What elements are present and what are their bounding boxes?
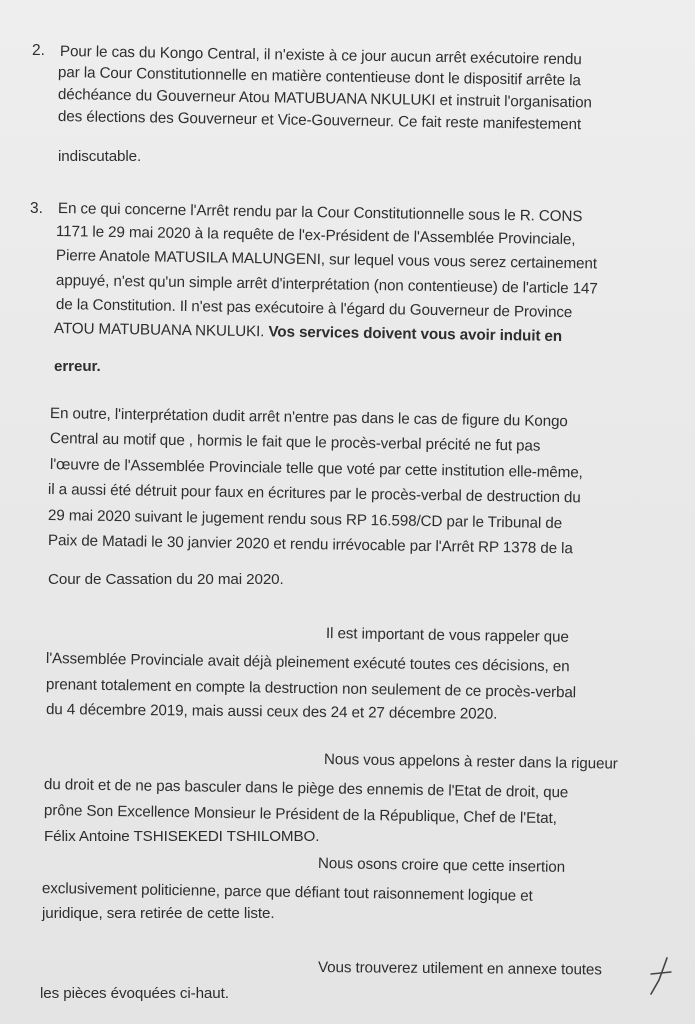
rigueur-line-4: Félix Antoine TSHISEKEDI TSHILOMBO. [44, 828, 320, 845]
item-3-line-4: appuyé, n'est qu'un simple arrêt d'interprétation (non contentieuse) de l'article 147 [55, 272, 598, 298]
outre-line-5: 29 mai 2020 suivant le jugement rendu sous RP 16.598/CD par le Tribunal de [47, 507, 563, 533]
outre-line-7: Cour de Cassation du 20 mai 2020. [48, 571, 284, 588]
outre-line-6: Paix de Matadi le 30 janvier 2020 et rendu irrévocable par l'Arrêt RP 1378 de la [47, 532, 573, 558]
item-2-line-2: par la Cour Constitutionnelle en matière contentieuse dont le dispositif arrête la [57, 64, 581, 90]
item-2-line-3: déchéance du Gouverneur Atou MATUBUANA NKULUKI et instruit l'organisation [57, 86, 592, 112]
handwritten-mark-icon [645, 954, 675, 1000]
item-3-line-2: 1171 le 29 mai 2020 à la requête de l'ex-Président de l'Assemblée Provinciale, [55, 223, 576, 249]
rigueur-line-3: prône Son Excellence Monsieur le Président de la République, Chef de l'Etat, [43, 802, 557, 828]
osons-line-2: exclusivement politicienne, parce que défiant tout raisonnement logique et [41, 880, 533, 905]
rigueur-line-2: du droit et de ne pas basculer dans le piège des ennemis de l'Etat de droit, que [43, 776, 569, 802]
annexe-line-2: les pièces évoquées ci-haut. [40, 985, 229, 1002]
item-3-line-5: de la Constitution. Il n'est pas exécutoire à l'égard du Gouverneur de Province [55, 296, 573, 322]
item-3-bold-text: Vos services doivent vous avoir induit en [268, 323, 563, 345]
item-2-line-4: des élections des Gouverneur et Vice-Gouverneur. Ce fait reste manifestement [57, 108, 582, 134]
item-2-number: 2. [32, 42, 45, 59]
osons-line-3: juridique, sera retirée de cette liste. [42, 905, 275, 922]
item-3-bold-end: erreur. [54, 358, 101, 375]
item-3-line-6 [54, 320, 562, 346]
outre-line-2: Central au motif que , hormis le fait que le procès-verbal précité ne fut pas [49, 430, 541, 455]
important-line-4: du 4 décembre 2019, mais aussi ceux des 24 et 27 décembre 2020. [45, 701, 498, 723]
important-line-2: l'Assemblée Provinciale avait déjà pleinement exécuté toutes ces décisions, en [45, 650, 570, 676]
item-3-line-1: En ce qui concerne l'Arrêt rendu par la Cour Constitutionnelle sous le R. CONS [57, 200, 583, 226]
item-3-line-6-text: ATOU MATUBUANA NKULUKI. [53, 320, 265, 341]
outre-line-4: il a aussi été détruit pour faux en écritures par le procès-verbal de destruction du [47, 481, 581, 507]
osons-line-1: Nous osons croire que cette insertion [317, 855, 566, 876]
item-2-line-5: indiscutable. [58, 148, 142, 165]
annexe-line-1: Vous trouverez utilement en annexe toutes [317, 959, 602, 979]
important-line-1: Il est important de vous rappeler que [325, 625, 569, 646]
rigueur-line-1: Nous vous appelons à rester dans la rigueur [323, 751, 618, 773]
item-3-line-3: Pierre Anatole MATUSILA MALUNGENI, sur lequel vous vous serez certainement [55, 247, 598, 273]
outre-line-3: l'œuvre de l'Assemblée Provinciale telle que voté par cette institution elle-même, [49, 456, 583, 482]
item-3-number: 3. [30, 200, 43, 217]
important-line-3: prenant totalement en compte la destruction non seulement de ce procès-verbal [45, 676, 577, 702]
item-2-line-1: Pour le cas du Kongo Central, il n'existe à ce jour aucun arrêt exécutoire rendu [59, 43, 582, 69]
outre-line-1: En outre, l'interprétation dudit arrêt n'entre pas dans le cas de figure du Kongo [49, 405, 568, 431]
